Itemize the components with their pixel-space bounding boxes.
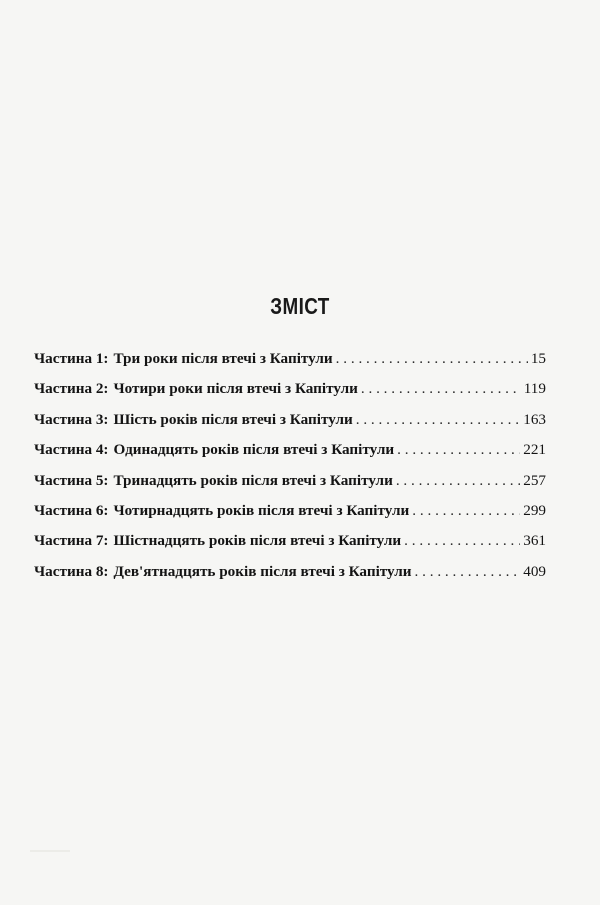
dot-leader <box>336 349 528 369</box>
page-number: 361 <box>523 532 546 550</box>
toc-entry <box>34 471 546 501</box>
part-title: Тринадцять років після втечі з Капітули <box>113 471 393 489</box>
page-number: 119 <box>523 380 546 398</box>
page-number: 163 <box>523 410 546 428</box>
part-title: Чотири роки після втечі з Капітули <box>113 380 358 398</box>
part-label: Частина 1: <box>34 350 109 367</box>
dot-leader <box>397 440 520 460</box>
part-label: Частина 3: <box>34 410 109 428</box>
part-title: Шістнадцять років після втечі з Капітули <box>113 532 402 550</box>
dot-leader <box>415 562 521 582</box>
toc-entry <box>34 349 546 379</box>
part-label: Частина 5: <box>34 471 109 489</box>
part-title: Чотирнадцять років після втечі з Капітули <box>113 501 410 519</box>
part-title: Дев'ятнадцять років після втечі з Капітули <box>113 562 412 580</box>
page-number: 221 <box>523 441 546 459</box>
page-number: 299 <box>523 501 546 519</box>
page-title: ЗМІСТ <box>270 293 330 319</box>
part-label: Частина 6: <box>34 501 109 519</box>
part-title: Шість років після втечі з Капітули <box>113 410 353 428</box>
page-smudge <box>30 850 70 852</box>
dot-leader <box>404 531 520 551</box>
table-of-contents <box>34 349 546 592</box>
toc-entry <box>34 501 546 531</box>
part-label: Частина 8: <box>34 562 109 580</box>
page-number: 15 <box>530 350 546 367</box>
dot-leader <box>396 471 520 491</box>
dot-leader <box>361 379 521 399</box>
part-label: Частина 7: <box>34 532 109 550</box>
part-label: Частина 4: <box>34 441 109 459</box>
part-title: Три роки після втечі з Капітули <box>113 350 333 367</box>
part-title: Одинадцять років після втечі з Капітули <box>113 441 395 459</box>
page-number: 257 <box>523 471 546 489</box>
toc-entry <box>34 379 546 409</box>
page-number: 409 <box>523 562 546 580</box>
dot-leader <box>356 410 521 430</box>
toc-entry <box>34 562 546 592</box>
toc-entry <box>34 531 546 561</box>
dot-leader <box>412 501 520 521</box>
toc-entry <box>34 440 546 470</box>
toc-entry <box>34 410 546 440</box>
part-label: Частина 2: <box>34 380 109 398</box>
